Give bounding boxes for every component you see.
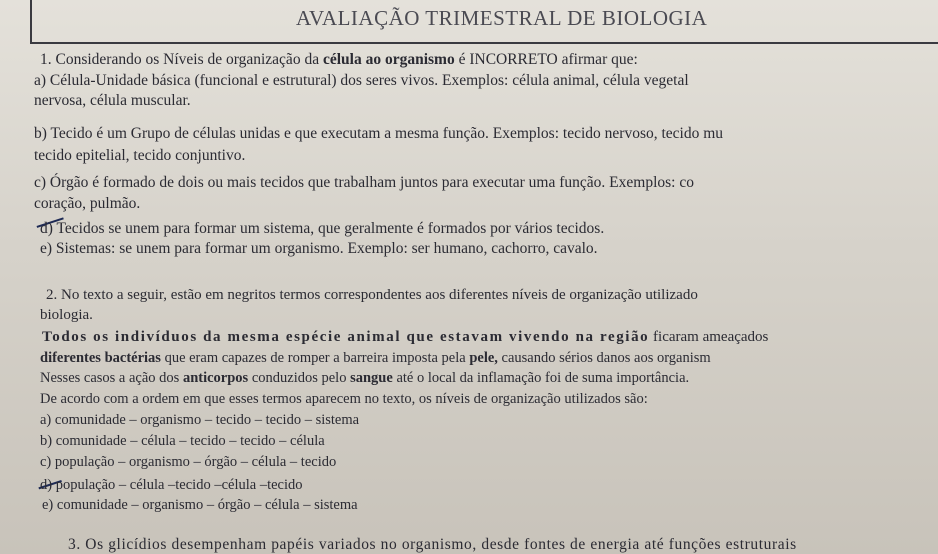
q3-stem: 3. Os glicídios desempenham papéis variados no organismo, desde fontes de energia até funções estruturais	[68, 536, 797, 553]
q1-option-a-line2: nervosa, célula muscular.	[34, 92, 191, 109]
q2-intro-line2: biologia.	[40, 307, 93, 323]
q2-passage-line3: Nesses casos a ação dos anticorpos conduzidos pelo sangue até o local da inflamação foi de suma importância.	[40, 370, 690, 386]
q1-option-c-line2: coração, pulmão.	[34, 195, 141, 212]
q1-option-b-line2: tecido epitelial, tecido conjuntivo.	[34, 147, 246, 164]
q1-option-e: e) Sistemas: se unem para formar um organismo. Exemplo: ser humano, cachorro, cavalo.	[40, 240, 598, 257]
q2-option-a: a) comunidade – organismo – tecido – tecido – sistema	[40, 412, 360, 428]
q1-option-a-line1: a) Célula-Unidade básica (funcional e estrutural) dos seres vivos. Exemplos: célula animal, célula vegetal	[34, 72, 689, 89]
q1-option-c-line1: c) Órgão é formado de dois ou mais tecidos que trabalham juntos para executar uma função. Exemplos: co	[34, 174, 694, 191]
q2-option-b: b) comunidade – célula – tecido – tecido – célula	[40, 433, 325, 449]
exam-title: AVALIAÇÃO TRIMESTRAL DE BIOLOGIA	[296, 6, 708, 30]
q2-option-e: e) comunidade – organismo – órgão – célula – sistema	[42, 497, 358, 513]
q1-option-d: d) Tecidos se unem para formar um sistema, que geralmente é formados por vários tecidos.	[40, 220, 605, 237]
q2-passage-line1: Todos os indivíduos da mesma espécie animal que estavam vivendo na região ficaram ameaçados	[42, 329, 769, 345]
q2-prompt: De acordo com a ordem em que esses termos aparecem no texto, os níveis de organização utilizados são:	[40, 391, 648, 407]
q1-option-b-line1: b) Tecido é um Grupo de células unidas e que executam a mesma função. Exemplos: tecido nervoso, tecido mu	[34, 125, 724, 142]
q2-intro-line1: 2. No texto a seguir, estão em negritos termos correspondentes aos diferentes níveis de organização utilizado	[46, 287, 698, 303]
q2-option-c: c) população – organismo – órgão – célula – tecido	[40, 454, 337, 470]
q1-stem: 1. Considerando os Níveis de organização da célula ao organismo é INCORRETO afirmar que:	[40, 51, 638, 68]
q2-option-d: d) população – célula –tecido –célula –tecido	[40, 477, 303, 493]
q2-passage-line2: diferentes bactérias que eram capazes de romper a barreira imposta pela pele, causando sérios danos aos organism	[40, 350, 711, 366]
